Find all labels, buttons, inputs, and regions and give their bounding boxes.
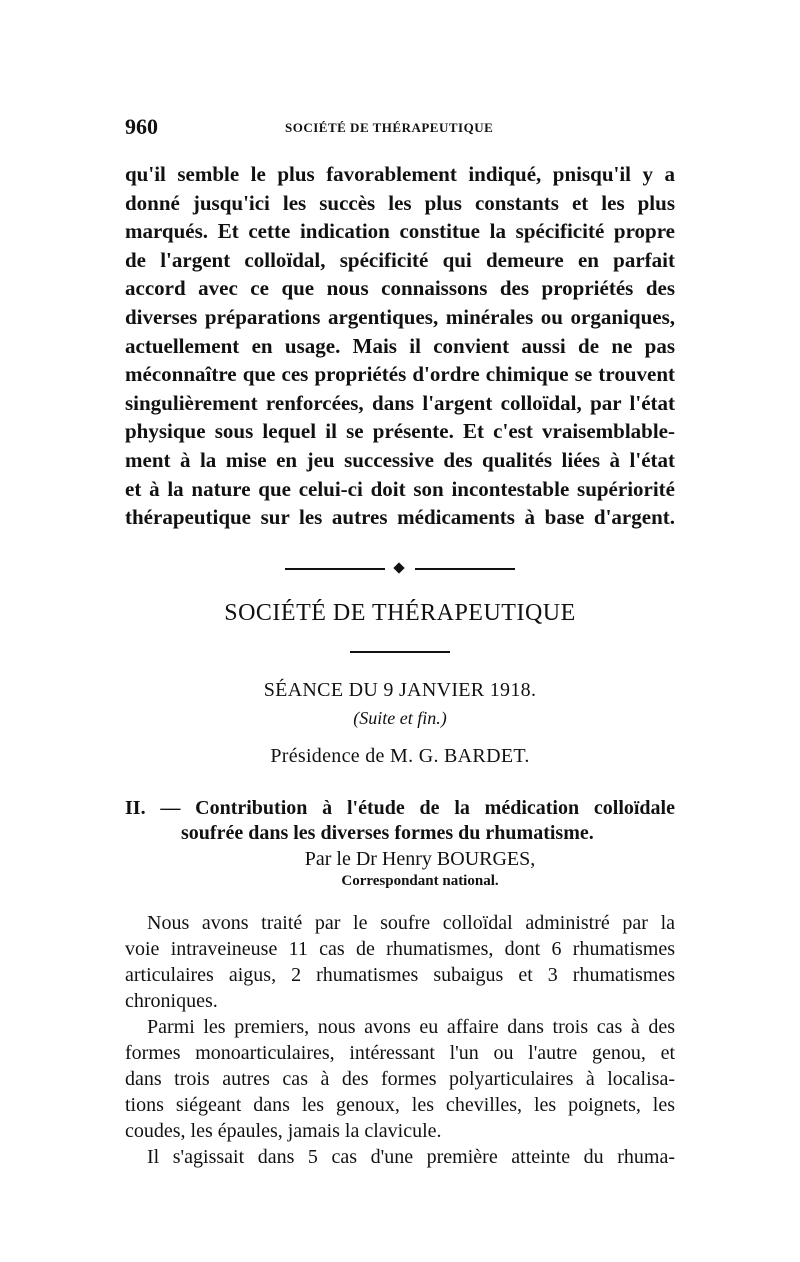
text-line: articulaires aigus, 2 rhumatismes subaigus et 3 rhumatismes (125, 963, 675, 986)
main-paragraphs (125, 910, 675, 1170)
text-line: et à la nature que celui-ci doit son incontestable supériorité (125, 476, 675, 501)
contribution-title (125, 796, 675, 846)
text-line: thérapeutique sur les autres médicaments à base d'argent. (125, 505, 675, 530)
running-header (125, 114, 675, 140)
ornamental-divider (285, 564, 515, 574)
text-line: donné jusqu'ici les succès les plus constants et les plus (125, 190, 675, 215)
section-rule (350, 651, 450, 653)
text-line: coudes, les épaules, jamais la clavicule. (125, 1119, 442, 1142)
running-title: SOCIÉTÉ DE THÉRAPEUTIQUE (285, 120, 494, 135)
text-line: formes monoarticulaires, intéressant l'un ou l'autre genou, et (125, 1041, 675, 1064)
text-line: singulièrement renforcées, dans l'argent colloïdal, par l'état (125, 390, 675, 415)
text-line: chroniques. (125, 989, 218, 1012)
text-line: qu'il semble le plus favorablement indiqué, pnisqu'il y a (125, 162, 675, 186)
text-line: diverses préparations argentiques, minérales ou organiques, (125, 304, 675, 329)
text-line: Nous avons traité par le soufre colloïdal administré par la (147, 911, 675, 934)
document-page (125, 114, 675, 1170)
text-line: Il s'agissait dans 5 cas d'une première atteinte du rhuma- (147, 1145, 675, 1168)
section-title: SOCIÉTÉ DE THÉRAPEUTIQUE (224, 599, 576, 626)
text-line: méconnaître que ces propriétés d'ordre chimique se trouvent (125, 362, 675, 387)
diamond-ornament-icon (393, 562, 404, 573)
text-line: tions siégeant dans les genoux, les chevilles, les poignets, les (125, 1093, 675, 1116)
text-line: Parmi les premiers, nous avons eu affaire dans trois cas à des (147, 1015, 675, 1038)
contribution-title-line2: soufrée dans les diverses formes du rhumatisme. (181, 821, 594, 844)
intro-paragraph (125, 160, 675, 532)
text-line: dans trois autres cas à des formes polyarticulaires à localisa- (125, 1067, 675, 1090)
text-line: marqués. Et cette indication constitue la spécificité propre (125, 219, 675, 244)
text-line: de l'argent colloïdal, spécificité qui demeure en parfait (125, 247, 675, 272)
text-line: actuellement en usage. Mais il convient aussi de ne pas (125, 333, 675, 358)
presidence-line: Présidence de M. G. BARDET. (270, 744, 530, 767)
seance-heading: SÉANCE DU 9 JANVIER 1918. (263, 678, 537, 701)
suite-note: (Suite et fin.) (353, 707, 447, 728)
text-line: physique sous lequel il se présente. Et c'est vraisemblable- (125, 419, 675, 444)
divider-rule-left (285, 568, 385, 570)
author-line: Par le Dr Henry BOURGES, (304, 847, 536, 870)
contribution-title-line1: II. — Contribution à l'étude de la médication colloïdale (125, 796, 675, 819)
text-line: ment à la mise en jeu successive des qualités liées à l'état (125, 447, 675, 472)
author-role: Correspondant national. (341, 872, 499, 889)
divider-rule-right (415, 568, 515, 570)
text-line: accord avec ce que nous connaissons des propriétés des (125, 276, 675, 301)
page-number: 960 (125, 114, 158, 139)
text-line: voie intraveineuse 11 cas de rhumatismes, dont 6 rhumatismes (125, 937, 675, 960)
